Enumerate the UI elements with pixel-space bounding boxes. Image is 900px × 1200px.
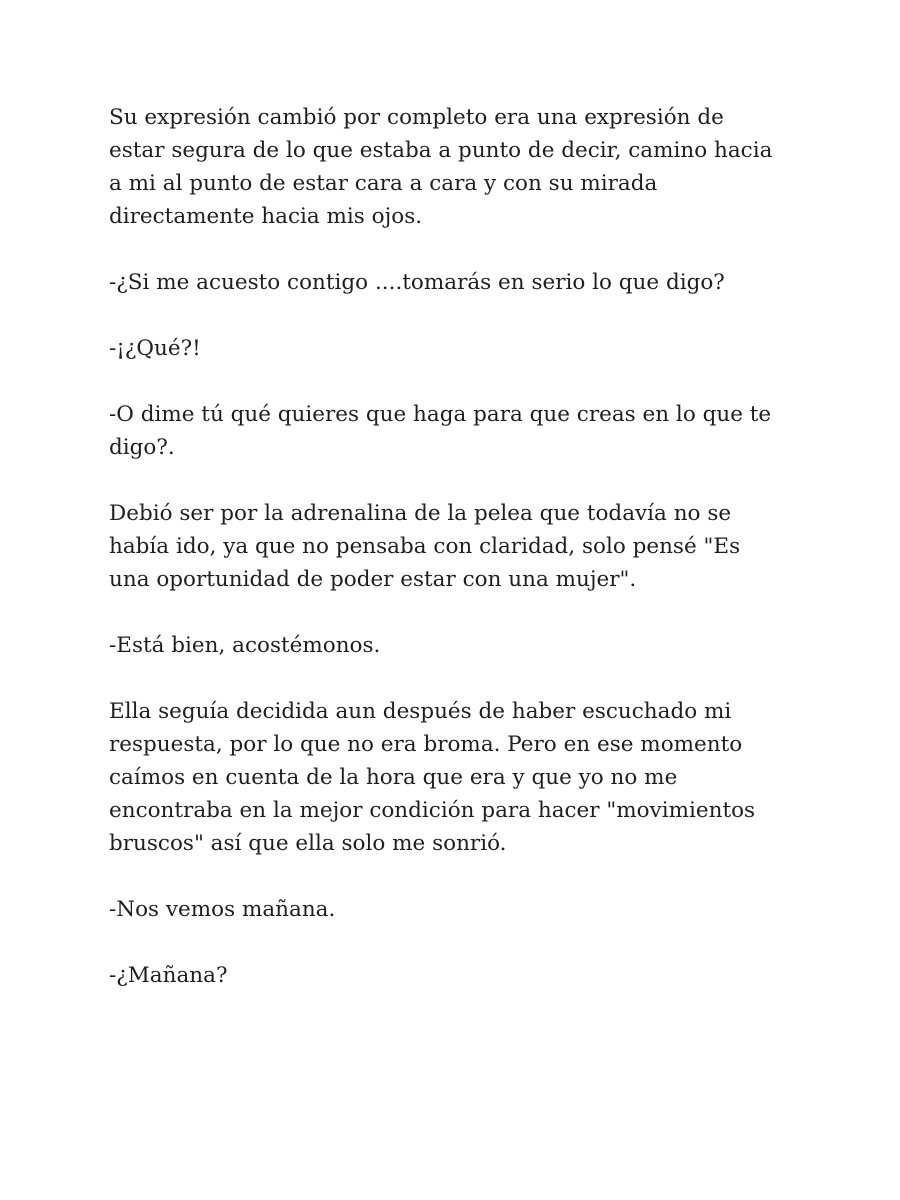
paragraph-5: Debió ser por la adrenalina de la pelea que todavía no se había ido, ya que no pensaba con claridad, solo pensé "Es una oportunidad de poder estar con una mujer". [109, 501, 741, 592]
paragraph-3: -¡¿Qué?! [109, 336, 201, 361]
paragraph-2: -¿Si me acuesto contigo ....tomarás en serio lo que digo? [109, 270, 725, 295]
paragraph-7: Ella seguía decidida aun después de haber escuchado mi respuesta, por lo que no era broma. Pero en ese momento caímos en cuenta de la hora que era y que yo no me encontraba en la mejor condición para hacer "movimientos bruscos" así que ella solo me sonrió. [109, 699, 756, 856]
paragraph-9: -¿Mañana? [109, 963, 228, 988]
paragraph-4: -O dime tú qué quieres que haga para que creas en lo que te digo?. [109, 402, 772, 460]
paragraph-6: -Está bien, acostémonos. [109, 633, 381, 658]
paragraph-1: Su expresión cambió por completo era una expresión de estar segura de lo que estaba a punto de decir, camino hacia a mi al punto de estar cara a cara y con su mirada directamente hacia mis ojos. [109, 105, 773, 229]
paragraph-8: -Nos vemos mañana. [109, 897, 336, 922]
